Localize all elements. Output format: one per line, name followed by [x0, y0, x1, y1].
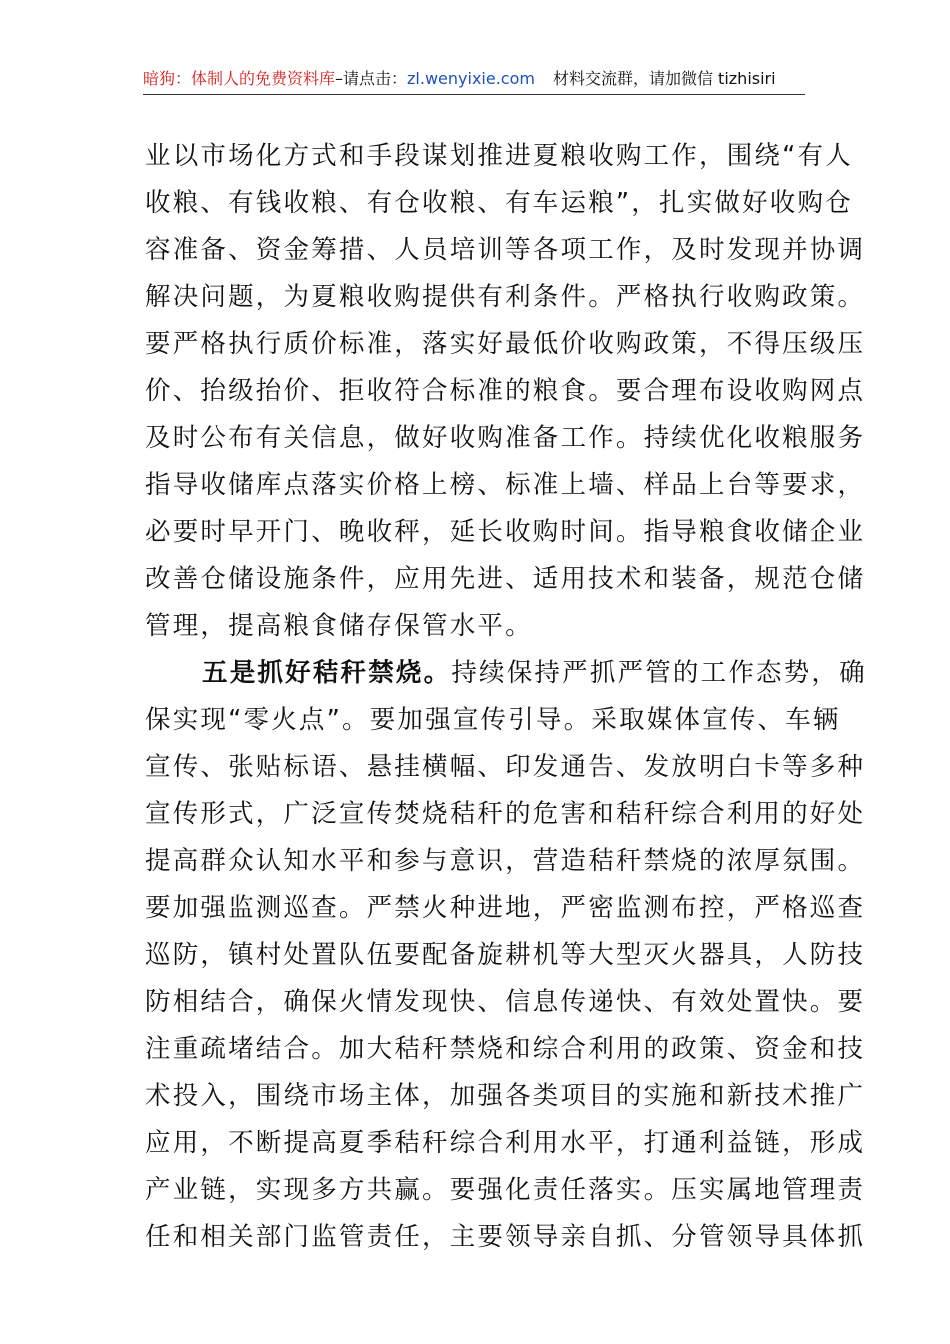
text-line: 容准备、资金筹措、人员培训等各项工作，及时发现并协调 [145, 235, 866, 265]
header-brand: 暗狗：体制人的免费资料库 [143, 69, 336, 88]
text-line: 巡防，镇村处置队伍要配备旋耕机等大型灭火器具，人防技 [145, 940, 866, 970]
header-contact: 材料交流群，请加微信 tizhisiri [552, 69, 776, 88]
text-line: 注重疏堵结合。加大秸秆禁烧和综合利用的政策、资金和技 [145, 1034, 866, 1064]
text-line: 术投入，围绕市场主体，加强各类项目的实施和新技术推广 [145, 1081, 866, 1111]
header-prompt: –请点击： [335, 69, 408, 88]
text-line: 价、抬级抬价、拒收符合标准的粮食。要合理布设收购网点 [145, 376, 866, 406]
text-line: 管理，提高粮食储存保管水平。 [145, 611, 533, 641]
text-line: 保实现“零火点”。要加强宣传引导。采取媒体宣传、车辆 [145, 705, 841, 735]
header-link[interactable]: zl.wenyixie.com [407, 69, 535, 88]
text-line: 解决问题，为夏粮收购提供有利条件。严格执行收购政策。 [145, 282, 866, 312]
text-line: 及时公布有关信息，做好收购准备工作。持续优化收粮服务 [145, 423, 866, 453]
page-header [143, 64, 805, 95]
text-line: 宣传形式，广泛宣传焚烧秸秆的危害和秸秆综合利用的好处 [145, 799, 866, 829]
text-line: 要严格执行质价标准，落实好最低价收购政策，不得压级压 [145, 329, 866, 359]
text-line: 改善仓储设施条件，应用先进、适用技术和装备，规范仓储 [145, 564, 866, 594]
text-line: 宣传、张贴标语、悬挂横幅、印发通告、发放明白卡等多种 [145, 752, 866, 782]
text-line: 任和相关部门监管责任，主要领导亲自抓、分管领导具体抓 [145, 1222, 866, 1252]
text-line: 收粮、有钱收粮、有仓收粮、有车运粮”，扎实做好收购仓 [145, 188, 853, 218]
document-body [145, 133, 867, 1261]
text-line: 要加强监测巡查。严禁火种进地，严密监测布控，严格巡查 [145, 893, 866, 923]
section5-first-line [145, 650, 867, 697]
text-line: 应用，不断提高夏季秸秆综合利用水平，打通利益链，形成 [145, 1128, 866, 1158]
text-line: 必要时早开门、晚收秤，延长收购时间。指导粮食收储企业 [145, 517, 866, 547]
text-line: 业以市场化方式和手段谋划推进夏粮收购工作，围绕“有人 [145, 141, 853, 171]
section5-first-line-text: 持续保持严抓严管的工作态势，确 [451, 658, 867, 688]
text-line: 提高群众认知水平和参与意识，营造秸秆禁烧的浓厚氛围。 [145, 846, 866, 876]
text-line: 产业链，实现多方共赢。要强化责任落实。压实属地管理责 [145, 1175, 866, 1205]
text-line: 防相结合，确保火情发现快、信息传递快、有效处置快。要 [145, 987, 866, 1017]
text-line: 指导收储库点落实价格上榜、标准上墙、样品上台等要求， [145, 470, 866, 500]
section5-heading: 五是抓好秸秆禁烧。 [202, 658, 452, 688]
